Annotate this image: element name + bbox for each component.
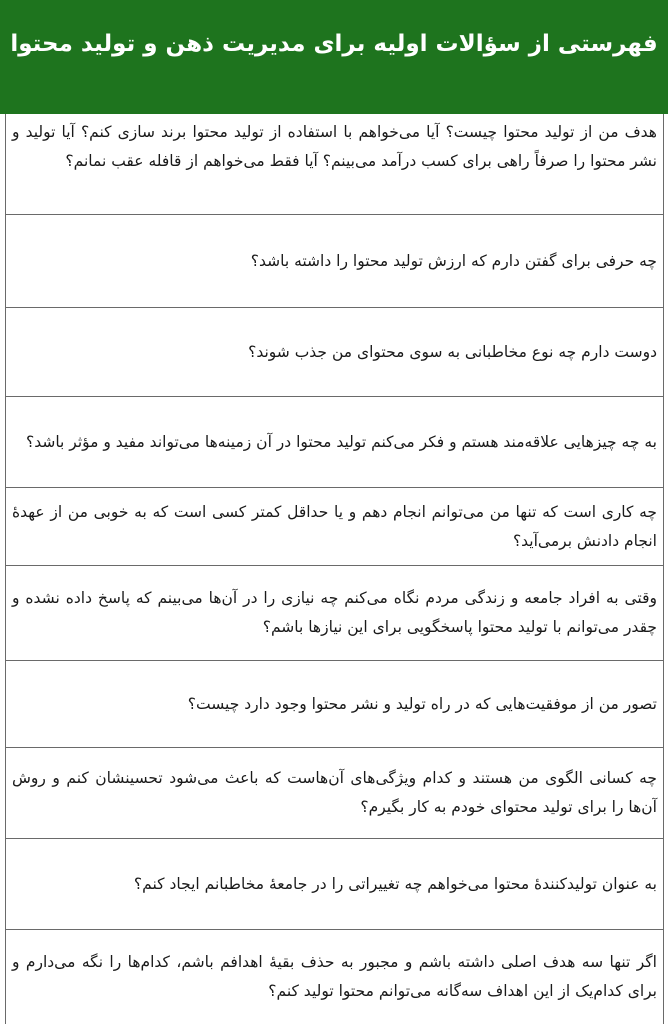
table-row [6,748,663,839]
question-text: تصور من از موفقیت‌هایی که در راه تولید و نشر محتوا وجود دارد چیست؟ [187,694,657,713]
page-title: فهرستی از سؤالات اولیه برای مدیریت ذهن و تولید محتوا [10,31,658,57]
question-text: به چه چیزهایی علاقه‌مند هستم و فکر می‌کنم تولید محتوا در آن زمینه‌ها می‌تواند مفید و مؤثر باشد؟ [25,432,657,451]
questions-table [5,114,664,1024]
table-row [6,215,663,308]
question-text: به عنوان تولیدکنندهٔ محتوا می‌خواهم چه تغییراتی را در جامعهٔ مخاطبانم ایجاد کنم؟ [133,874,657,893]
table-row [6,397,663,488]
table-row [6,488,663,566]
table-row [6,566,663,661]
header-banner [0,0,668,114]
table-row [6,661,663,748]
table-row [6,930,663,1024]
question-text: هدف من از تولید محتوا چیست؟ آیا می‌خواهم با استفاده از تولید محتوا برند سازی کنم؟ آیا تولید و نشر محتوا را صرفاً راهی برای کسب درآمد می‌بینم؟ آیا فقط می‌خواهم از قافله عقب نمانم؟ [12,123,657,170]
table-row [6,114,663,215]
table-row [6,308,663,397]
table-row [6,839,663,930]
question-text: چه کاری است که تنها من می‌توانم انجام دهم و یا حداقل کمتر کسی است که به خوبی من از عهدهٔ انجام دادنش برمی‌آید؟ [12,502,657,550]
question-text: چه کسانی الگوی من هستند و کدام ویژگی‌های آن‌هاست که باعث می‌شود تحسینشان کنم و روش آن‌ها را برای تولید محتوای خودم به کار بگیرم؟ [12,769,657,816]
question-text: دوست دارم چه نوع مخاطبانی به سوی محتوای من جذب شوند؟ [248,342,657,361]
question-text: وقتی به افراد جامعه و زندگی مردم نگاه می‌کنم چه نیازی را در آن‌ها می‌بینم که پاسخ داده نشده و چقدر می‌توانم با تولید محتوا پاسخگویی برای این نیازها باشم؟ [12,589,657,636]
question-text: چه حرفی برای گفتن دارم که ارزش تولید محتوا را داشته باشد؟ [250,251,657,270]
question-text: اگر تنها سه هدف اصلی داشته باشم و مجبور به حذف بقیهٔ اهدافم باشم، کدام‌ها را نگه می‌دارم و برای کدام‌یک از این اهداف سه‌گانه می‌توانم محتوا تولید کنم؟ [12,953,657,1000]
